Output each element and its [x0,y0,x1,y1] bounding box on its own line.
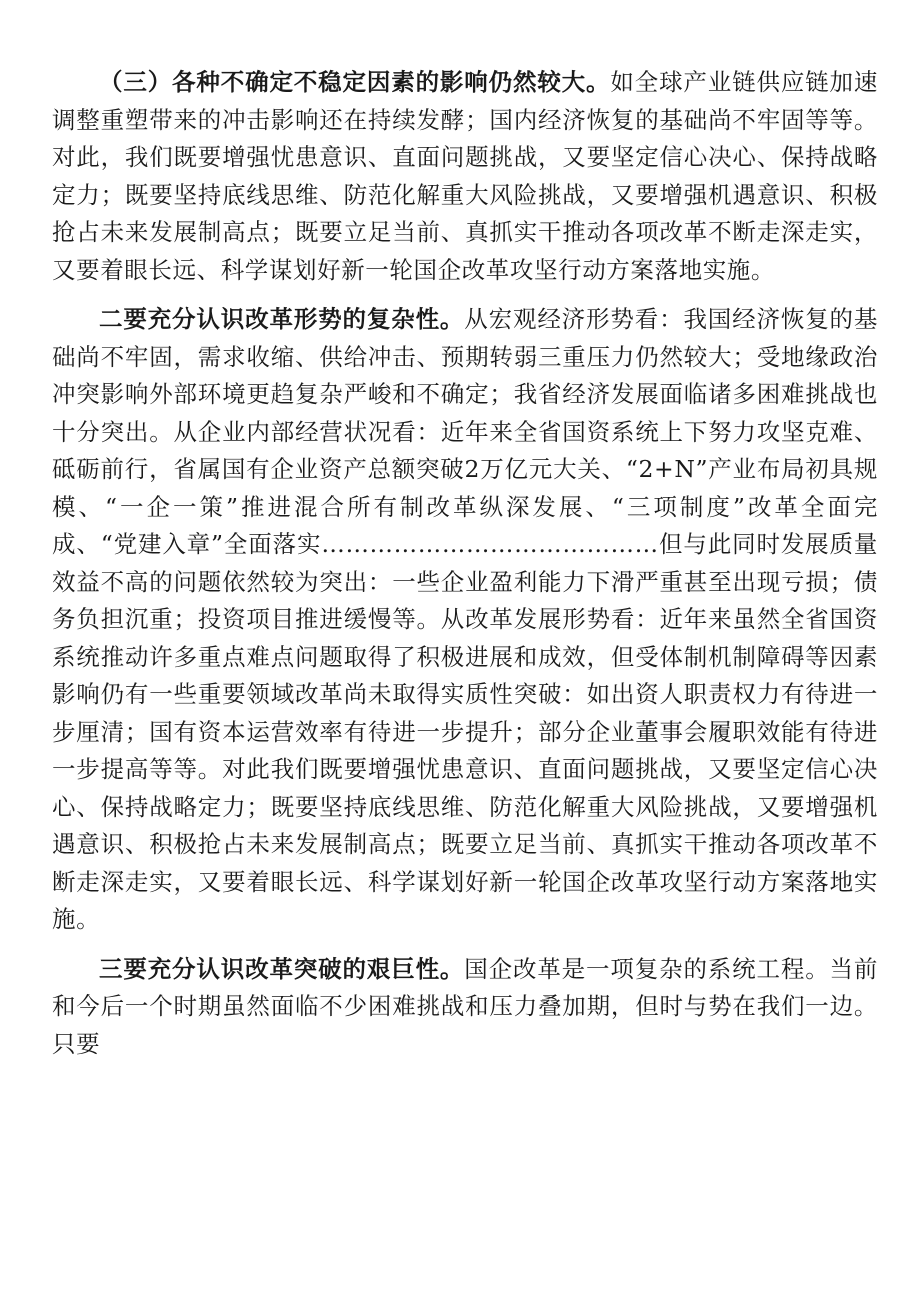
paragraph-body: 如全球产业链供应链加速调整重塑带来的冲击影响还在持续发酵；国内经济恢复的基础尚不牢固等等。对此，我们既要增强忧患意识、直面问题挑战，又要坚定信心决心、保持战略定力；既要坚持底线思维、防范化解重大风险挑战，又要增强机遇意识、积极抢占未来发展制高点；既要立足当前、真抓实干推动各项改革不断走深走实，又要着眼长远、科学谋划好新一轮国企改革攻坚行动方案落地实施。 [52,68,878,284]
paragraph-heading: （三）各种不确定不稳定因素的影响仍然较大。 [99,68,611,96]
paragraph-heading: 三要充分认识改革突破的艰巨性。 [99,954,465,983]
paragraph-complexity [52,301,878,939]
paragraph-difficulty [52,951,878,1064]
paragraph-uncertainty [52,64,878,289]
paragraph-heading: 二要充分认识改革形势的复杂性。 [99,305,465,333]
paragraph-body: 国企改革是一项复杂的系统工程。当前和今后一个时期虽然面临不少困难挑战和压力叠加期，但时与势在我们一边。只要 [52,954,879,1058]
document-page [52,64,878,1075]
paragraph-body: 从宏观经济形势看：我国经济恢复的基础尚不牢固，需求收缩、供给冲击、预期转弱三重压力仍然较大；受地缘政治冲突影响外部环境更趋复杂严峻和不确定；我省经济发展面临诸多困难挑战也十分突出。从企业内部经营状况看：近年来全省国资系统上下努力攻坚克难、砥砺前行，省属国有企业资产总额突破2万亿元大关、“2+N”产业布局初具规模、“一企一策”推进混合所有制改革纵深发展、“三项制度”改革全面完成、“党建入章”全面落实……………………………………但与此同时发展质量效益不高的问题依然较为突出：一些企业盈利能力下滑严重甚至出现亏损；债务负担沉重；投资项目推进缓慢等。从改革发展形势看：近年来虽然全省国资系统推动许多重点难点问题取得了积极进展和成效，但受体制机制障碍等因素影响仍有一些重要领域改革尚未取得实质性突破：如出资人职责权力有待进一步厘清；国有资本运营效率有待进一步提升；部分企业董事会履职效能有待进一步提高等等。对此我们既要增强忧患意识、直面问题挑战，又要坚定信心决心、保持战略定力；既要坚持底线思维、防范化解重大风险挑战，又要增强机遇意识、积极抢占未来发展制高点；既要立足当前、真抓实干推动各项改革不断走深走实，又要着眼长远、科学谋划好新一轮国企改革攻坚行动方案落地实施。 [52,305,879,933]
